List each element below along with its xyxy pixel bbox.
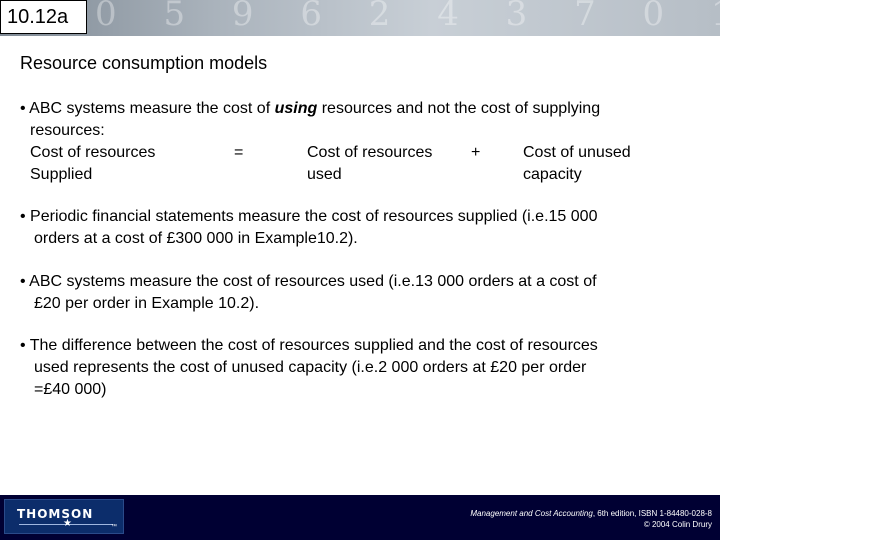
bullet-1-line2: resources: [30, 122, 105, 139]
footer-bar [0, 495, 720, 540]
header-band [0, 0, 887, 36]
logo-text: THOMSON [17, 507, 94, 521]
equation-middle-2: used [307, 166, 342, 183]
logo-star-icon: ★ [63, 518, 72, 529]
thomson-logo [4, 499, 124, 534]
bullet-2-line2: orders at a cost of £300 000 in Example10.2). [34, 230, 358, 247]
book-title: Management and Cost Accounting [470, 509, 593, 518]
bullet-4-line3: =£40 000) [34, 381, 107, 398]
edition-text: , 6th edition, ISBN 1-84480-028-8 [592, 509, 712, 518]
bullet-3-line2: £20 per order in Example 10.2). [34, 295, 260, 312]
bullet-4-line1: • The difference between the cost of resources supplied and the cost of resources [20, 337, 598, 354]
copyright-text: © 2004 Colin Drury [643, 520, 712, 529]
bullet-periodic-statements [20, 206, 690, 250]
copyright-block [470, 508, 712, 530]
equation-equals: = [234, 144, 244, 161]
bullet-3-line1: • ABC systems measure the cost of resources used (i.e.13 000 orders at a cost of [20, 273, 597, 290]
equation-plus: + [471, 144, 481, 161]
bullet-2-line1: • Periodic financial statements measure the cost of resources supplied (i.e.15 000 [20, 208, 598, 225]
bullet-4-line2: used represents the cost of unused capacity (i.e.2 000 orders at £20 per order [34, 359, 587, 376]
bullet-difference [20, 335, 690, 401]
bullet-abc-using [20, 98, 690, 186]
equation-middle-1: Cost of resources [307, 144, 433, 161]
bullet-1-prefix: • ABC systems measure the cost of [20, 100, 275, 117]
bullet-1-emphasis: using [274, 100, 318, 117]
equation-left-2: Supplied [30, 166, 93, 183]
slide-title: Resource consumption models [20, 53, 268, 73]
equation-right-2: capacity [523, 166, 582, 183]
header-digits-decoration: 0 5 9 6 2 4 3 7 0 1 8 2 [95, 0, 887, 34]
equation-right-1: Cost of unused [523, 144, 631, 161]
equation-row-1 [20, 142, 690, 164]
slide-number: 10.12a [0, 0, 87, 34]
logo-trademark: ™ [111, 524, 117, 530]
equation-left-1: Cost of resources [30, 144, 156, 161]
equation-row-2 [20, 164, 690, 186]
bullet-abc-used [20, 271, 690, 315]
bullet-1-suffix: resources and not the cost of supplying [317, 100, 601, 117]
